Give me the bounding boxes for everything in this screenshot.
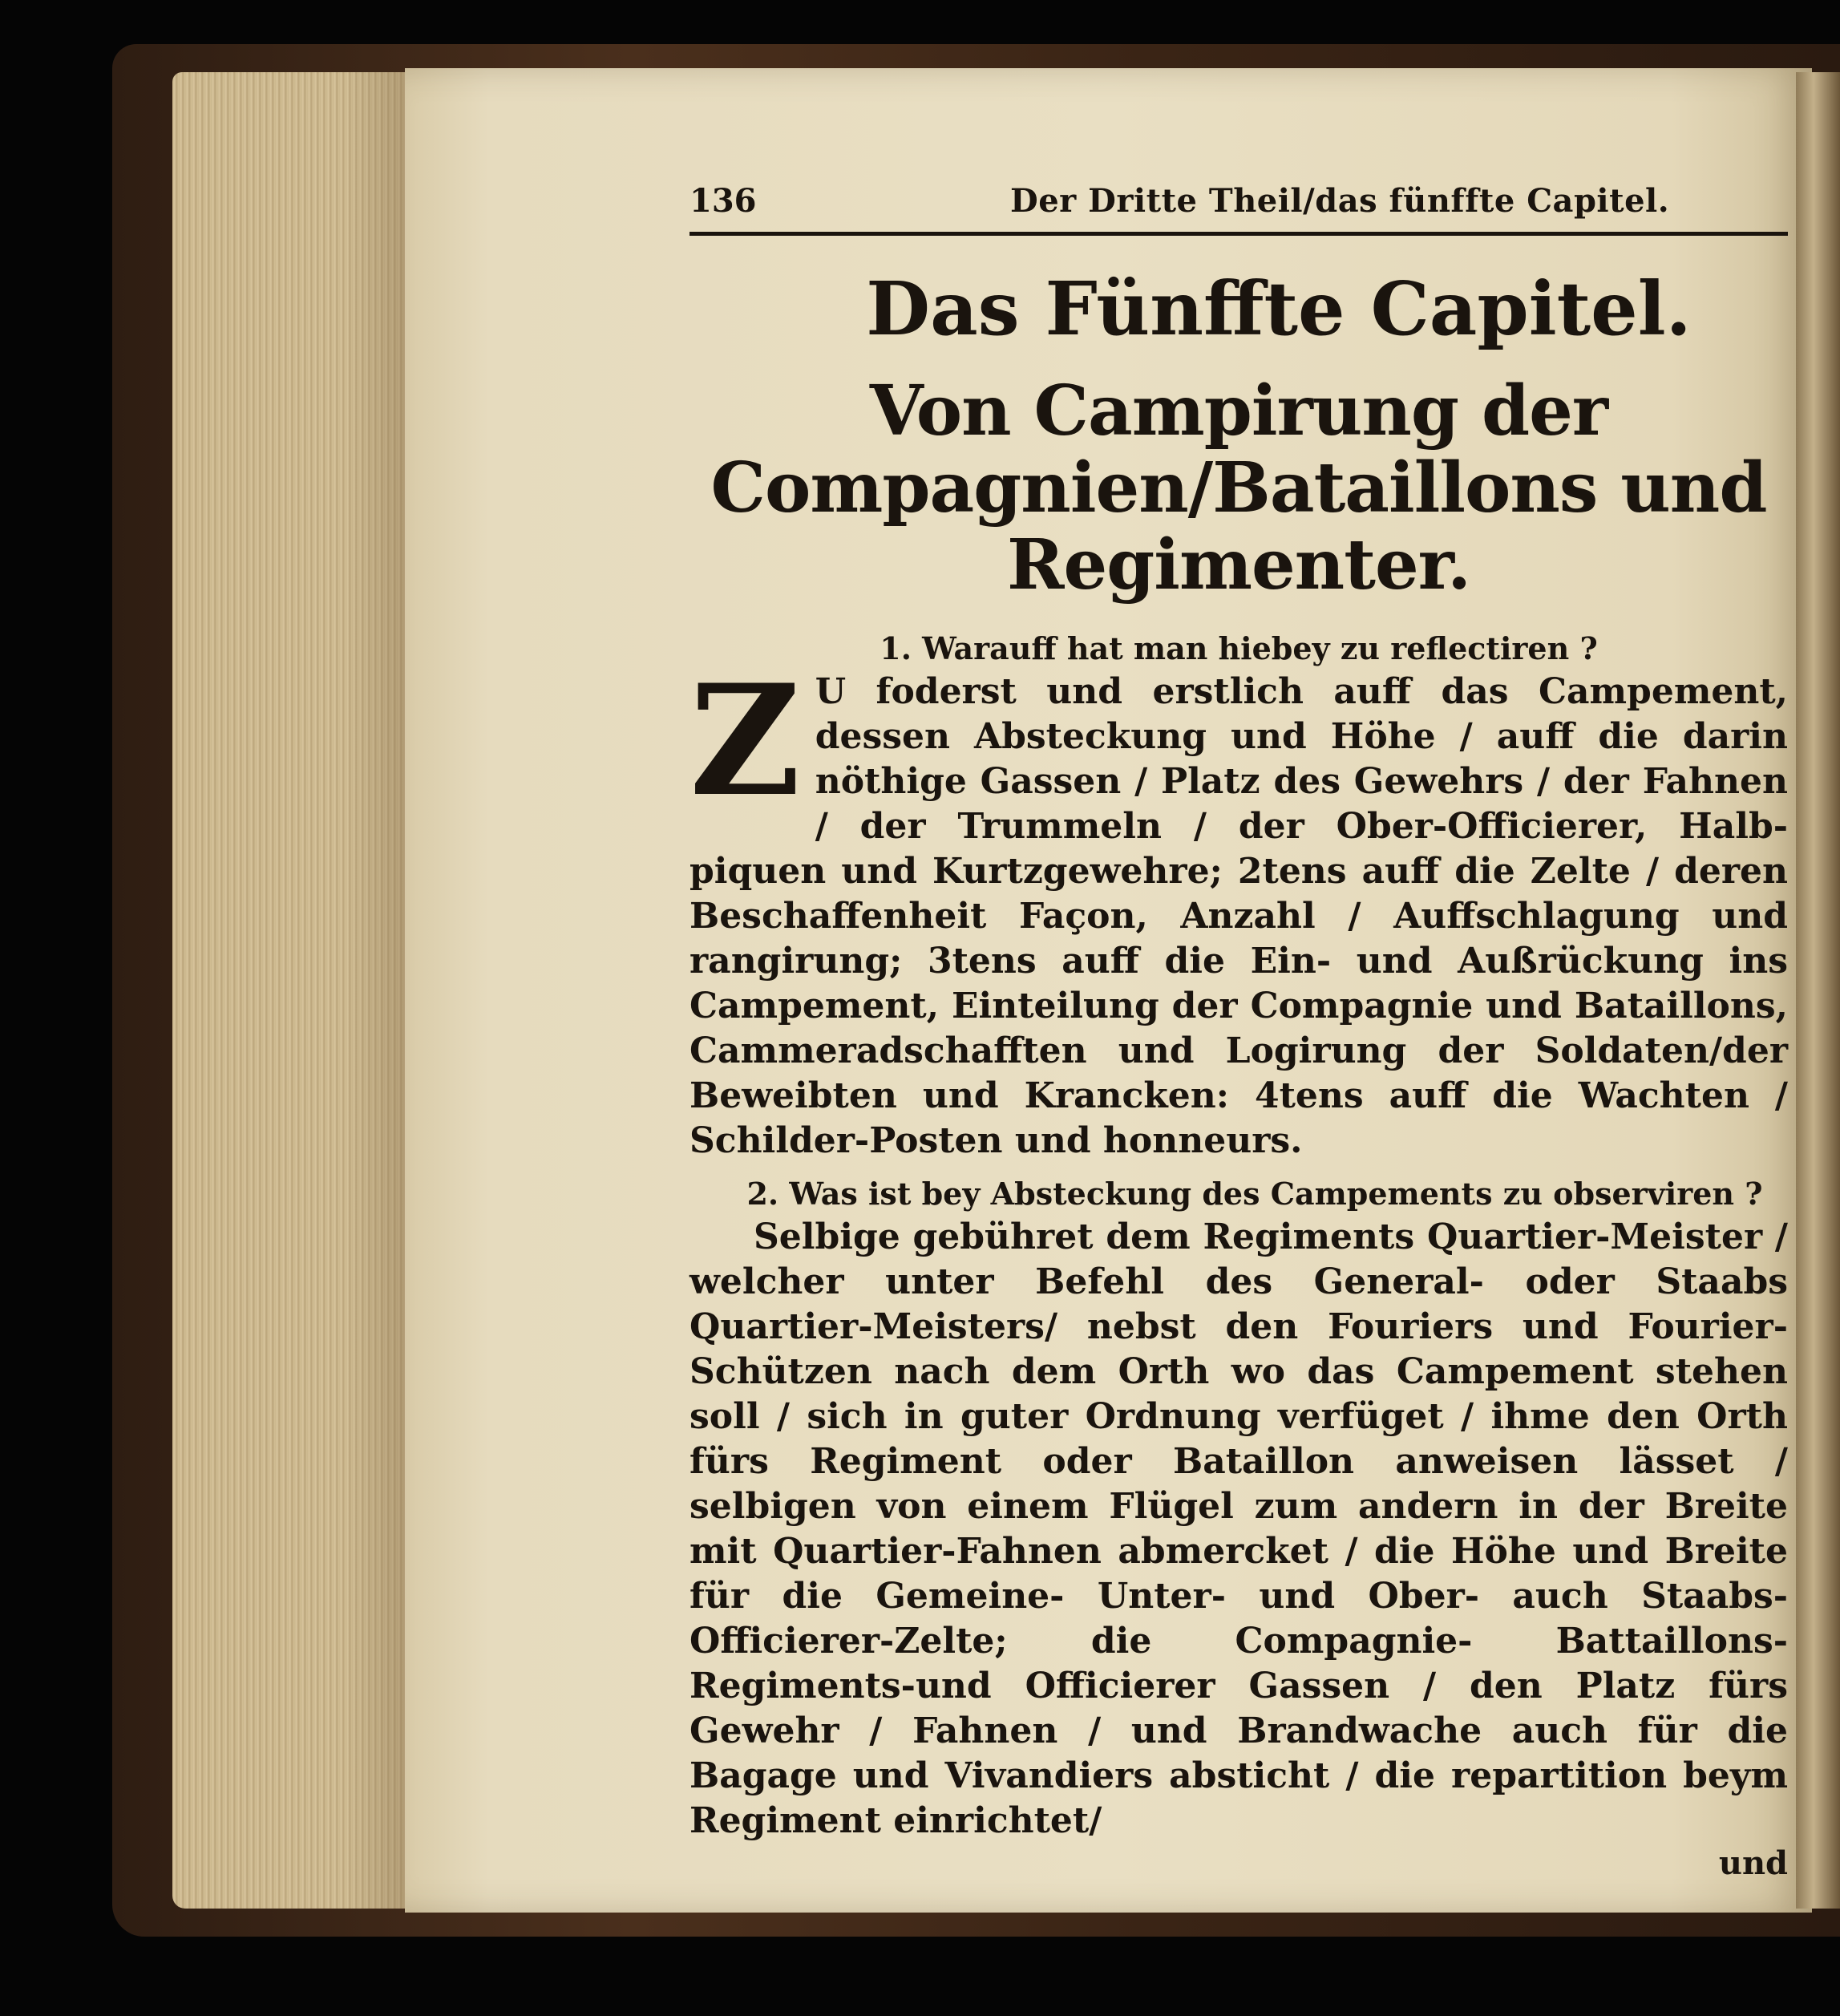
page-header: [689, 180, 1788, 229]
page-edges-shadow: [345, 72, 409, 1909]
running-head: Der Dritte Theil/das fünffte Capitel.: [1010, 182, 1670, 220]
catchword: und: [1718, 1844, 1788, 1882]
answer-1-text: U foderst und erstlich auff das Campement, dessen Absteckung und Höhe / auff die darin nöthige Gassen / Platz des Gewehrs / der Fahnen / der Trummeln / der Ober-Officierer, Halb-piquen und Kurtzgewehre; 2tens auff die Zelte / deren Beschaffenheit Façon, Anzahl / Auffschlagung und rangirung; 3tens auff die Ein- und Außrückung ins Campement, Einteilung der Compagnie und Bataillons, Cammeradschafften und Logirung der Soldaten/der Beweibten und Krancken: 4tens auff die Wachten / Schilder-Posten und honneurs.: [689, 671, 1788, 1161]
chapter-title: Das Fünffte Capitel.: [866, 265, 1692, 352]
answer-1: [689, 651, 1788, 1164]
page-text: [689, 180, 1788, 1884]
answer-2: Selbige gebühret dem Regiments Quartier-Meister / welcher unter Befehl des General- oder Staabs Quartier-Meisters/ nebst den Fouriers und Fourier-Schützen nach dem Orth wo das Campement stehen soll / sich in guter Ordnung verfüget / ihme den Orth fürs Regiment oder Bataillon anweisen lässet / selbigen von einem Flügel zum andern in der Breite mit Quartier-Fahnen abmercket / die Höhe und Breite für die Gemeine- Unter- und Ober- auch Staabs-Officierer-Zelte; die Compagnie- Battaillons-Regiments-und Officierer Gassen / den Platz fürs Gewehr / Fahnen / und Brandwache auch für die Bagage und Vivandiers absticht / die repartition beym Regiment einrichtet/: [689, 1216, 1788, 1841]
header-rule: [689, 232, 1788, 236]
question-2: 2. Was ist bey Absteckung des Campements zu observiren ?: [746, 1176, 1763, 1212]
section-title: Von Campirung der Compagnien/Bataillons und Regimenter.: [710, 370, 1767, 605]
question-1: 1. Warauff hat man hiebey zu reflectiren ?: [880, 630, 1598, 666]
page-number: 136: [689, 182, 757, 220]
facing-page-edge: [1796, 72, 1840, 1909]
drop-cap: Z: [689, 651, 801, 830]
